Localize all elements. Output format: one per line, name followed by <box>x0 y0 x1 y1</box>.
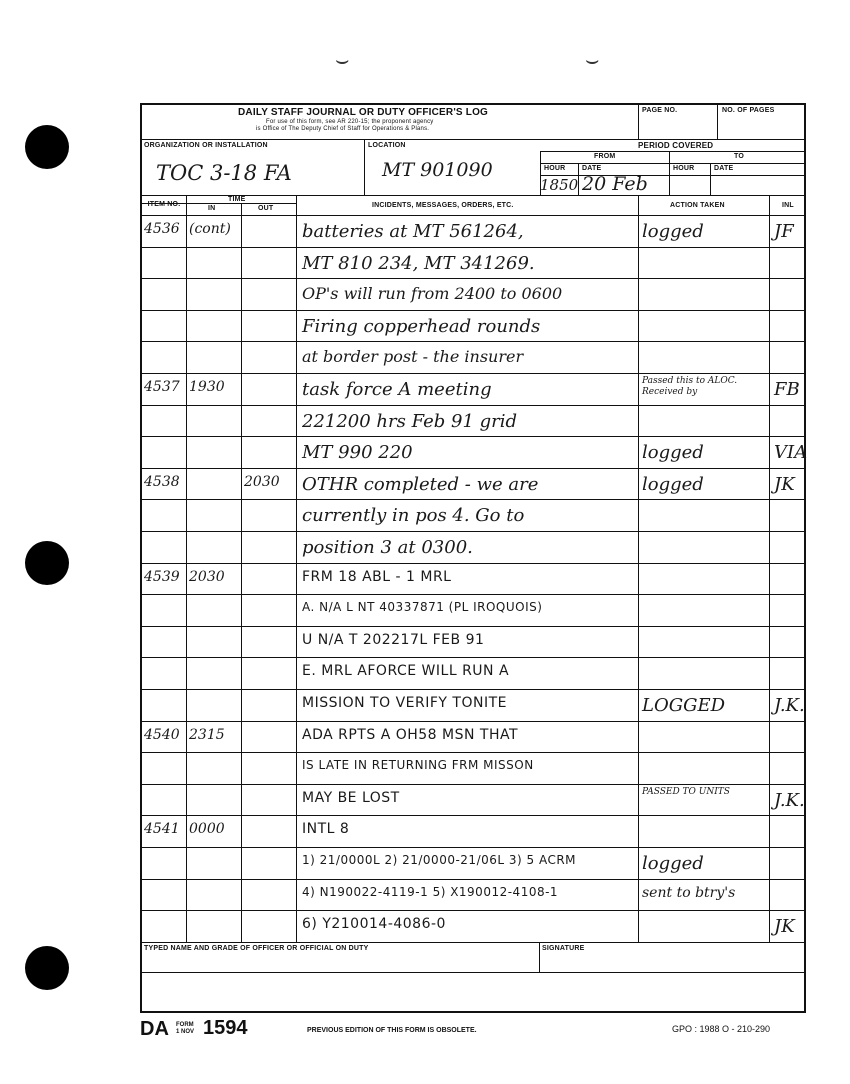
row-item-no: 4540 <box>144 727 180 743</box>
row-divider <box>142 784 804 785</box>
row-divider <box>142 531 804 532</box>
incidents-label: INCIDENTS, MESSAGES, ORDERS, ETC. <box>372 202 514 209</box>
typed-name-label: TYPED NAME AND GRADE OF OFFICER OR OFFICIAL ON DUTY <box>144 945 369 952</box>
row-incident-text: U N/A T 202217L FEB 91 <box>302 632 485 648</box>
row-time-in: 2030 <box>189 569 225 585</box>
punch-hole-middle <box>25 541 69 585</box>
row-incident-text: 6) Y210014-4086-0 <box>302 916 446 932</box>
row-initials: JK <box>774 916 795 937</box>
row-incident-text: IS LATE IN RETURNING FRM MISSON <box>302 758 534 772</box>
row-divider <box>142 815 804 816</box>
row-initials: FB <box>774 379 800 400</box>
row-incident-text: OTHR completed - we are <box>302 474 539 495</box>
row-divider <box>142 626 804 627</box>
time-out-label: OUT <box>258 205 274 212</box>
row-incident-text: MAY BE LOST <box>302 790 400 806</box>
footer-gpo: GPO : 1988 O - 210-290 <box>672 1024 771 1034</box>
row-incident-text: E. MRL AFORCE WILL RUN A <box>302 663 510 679</box>
row-incident-text: currently in pos 4. Go to <box>302 505 525 526</box>
footer-form-id: DA <box>140 1018 169 1040</box>
location-value: MT 901090 <box>382 159 493 181</box>
from-label: FROM <box>594 153 616 160</box>
row-divider <box>142 910 804 911</box>
from-hour-label: HOUR <box>544 165 566 172</box>
row-time-in: (cont) <box>189 221 231 237</box>
row-incident-text: OP's will run from 2400 to 0600 <box>302 284 563 303</box>
signature-label: SIGNATURE <box>542 945 585 952</box>
punch-hole-bottom <box>25 946 69 990</box>
row-initials: J.K. <box>774 695 805 716</box>
row-time-in: 1930 <box>189 379 225 395</box>
punch-hole-top <box>25 125 69 169</box>
row-item-no: 4539 <box>144 569 180 585</box>
location-label: LOCATION <box>368 142 406 149</box>
row-divider <box>142 405 804 406</box>
row-divider <box>142 468 804 469</box>
row-incident-text: 1) 21/0000L 2) 21/0000-21/06L 3) 5 ACRM <box>302 853 577 867</box>
row-item-no: 4538 <box>144 474 180 490</box>
from-date-label: DATE <box>582 165 602 172</box>
row-initials: JK <box>774 474 795 495</box>
form-subtitle-2: is Office of The Deputy Chief of Staff for Operations & Plans. <box>256 126 430 132</box>
row-divider <box>142 689 804 690</box>
row-action-taken: Passed this to ALOC. Received by <box>642 376 738 397</box>
row-divider <box>142 594 804 595</box>
form-subtitle-1: For use of this form, see AR 220-15; the proponent agency <box>266 119 434 125</box>
time-label: TIME <box>228 196 246 203</box>
footer-form-sub: FORM 1 NOV <box>176 1022 195 1035</box>
row-divider <box>142 499 804 500</box>
row-incident-text: position 3 at 0300. <box>302 537 473 558</box>
footer-form-number: 1594 <box>203 1017 248 1039</box>
row-incident-text: Firing copperhead rounds <box>302 316 541 337</box>
from-hour-value: 1850 <box>540 176 579 194</box>
row-incident-text: batteries at MT 561264, <box>302 221 524 242</box>
row-divider <box>142 879 804 880</box>
row-divider <box>142 752 804 753</box>
row-divider <box>142 278 804 279</box>
row-divider <box>142 657 804 658</box>
row-time-in: 0000 <box>189 821 225 837</box>
row-incident-text: 4) N190022-4119-1 5) X190012-4108-1 <box>302 885 559 899</box>
row-initials: VIA <box>774 442 808 463</box>
row-item-no: 4537 <box>144 379 180 395</box>
to-label: TO <box>734 153 744 160</box>
row-divider <box>142 341 804 342</box>
to-hour-label: HOUR <box>673 165 695 172</box>
action-taken-label: ACTION TAKEN <box>670 202 725 209</box>
from-date-value: 20 Feb <box>582 173 648 195</box>
form-title: DAILY STAFF JOURNAL OR DUTY OFFICER'S LOG <box>238 107 489 118</box>
row-initials: J.K. <box>774 790 805 811</box>
row-action-taken: logged <box>642 442 704 463</box>
row-incident-text: task force A meeting <box>302 379 492 400</box>
row-incident-text: MISSION TO VERIFY TONITE <box>302 695 507 711</box>
row-incident-text: INTL 8 <box>302 821 350 837</box>
row-action-taken: logged <box>642 853 704 874</box>
inl-label: INL <box>782 202 794 209</box>
row-incident-text: at border post - the insurer <box>302 347 524 366</box>
row-action-taken: LOGGED <box>642 695 726 716</box>
row-item-no: 4536 <box>144 221 180 237</box>
row-incident-text: FRM 18 ABL - 1 MRL <box>302 569 452 585</box>
row-action-taken: sent to btry's <box>642 885 736 901</box>
organization-value: TOC 3-18 FA <box>156 161 292 185</box>
row-incident-text: ADA RPTS A OH58 MSN THAT <box>302 727 519 743</box>
row-divider <box>142 373 804 374</box>
scan-mark-left: ⌣ <box>335 48 350 73</box>
page-no-label: PAGE NO. <box>642 107 678 114</box>
row-incident-text: MT 990 220 <box>302 442 413 463</box>
row-divider <box>142 436 804 437</box>
row-item-no: 4541 <box>144 821 180 837</box>
no-of-pages-label: NO. OF PAGES <box>722 107 775 114</box>
row-divider <box>142 847 804 848</box>
row-divider <box>142 721 804 722</box>
row-time-out: 2030 <box>244 474 280 490</box>
to-date-label: DATE <box>714 165 734 172</box>
org-label: ORGANIZATION OR INSTALLATION <box>144 142 268 149</box>
row-action-taken: logged <box>642 474 704 495</box>
row-time-in: 2315 <box>189 727 225 743</box>
row-incident-text: A. N/A L NT 40337871 (PL IROQUOIS) <box>302 600 543 614</box>
item-no-label: ITEM NO. <box>147 201 181 208</box>
staff-journal-form <box>140 103 806 1013</box>
scan-mark-right: ⌣ <box>585 48 600 73</box>
time-in-label: IN <box>208 205 216 212</box>
row-incident-text: 221200 hrs Feb 91 grid <box>302 411 518 432</box>
row-incident-text: MT 810 234, MT 341269. <box>302 253 535 274</box>
row-initials: JF <box>774 221 794 242</box>
row-divider <box>142 563 804 564</box>
row-divider <box>142 310 804 311</box>
period-covered-label: PERIOD COVERED <box>638 141 714 150</box>
row-action-taken: logged <box>642 221 704 242</box>
footer-edition-note: PREVIOUS EDITION OF THIS FORM IS OBSOLETE. <box>307 1027 477 1034</box>
row-action-taken: PASSED TO UNITS <box>642 787 730 797</box>
row-divider <box>142 247 804 248</box>
